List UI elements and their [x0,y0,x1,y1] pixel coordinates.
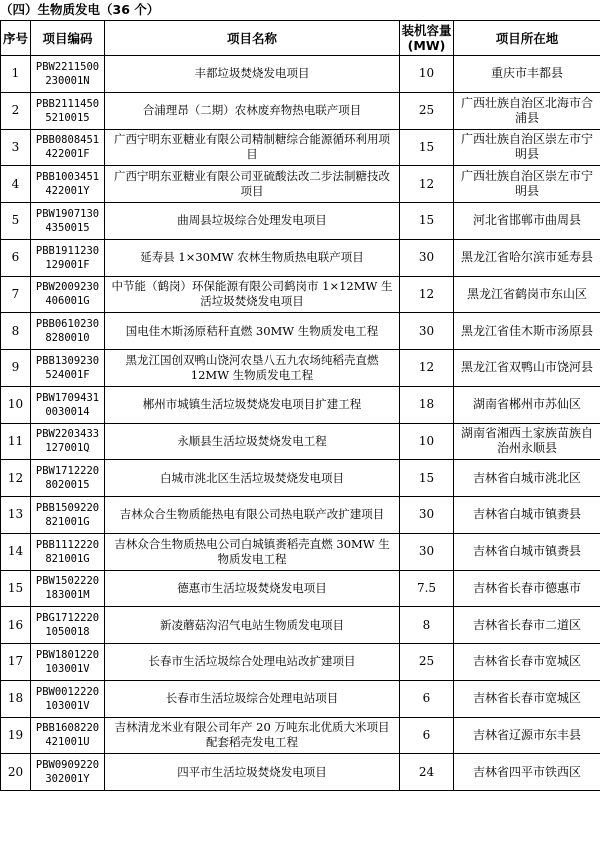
project-name-cell: 四平市生活垃圾焚烧发电项目 [105,754,400,791]
seq-cell: 20 [1,754,31,791]
project-name-cell: 国电佳木斯汤原秸秆直燃 30MW 生物质发电工程 [105,313,400,350]
seq-cell: 10 [1,386,31,423]
header-seq: 序号 [1,21,31,56]
seq-cell: 19 [1,717,31,754]
capacity-cell: 30 [400,533,454,570]
capacity-cell: 10 [400,423,454,460]
project-code-cell: PBG17122201050018 [31,607,105,644]
project-code-cell: PBB06102308280010 [31,313,105,350]
capacity-cell: 8 [400,607,454,644]
table-row [1,423,600,460]
project-name-cell: 吉林众合生物质能热电有限公司热电联产改扩建项目 [105,497,400,534]
project-code-cell: PBB21114505210015 [31,92,105,129]
seq-cell: 11 [1,423,31,460]
project-name-cell: 广西宁明东亚糖业有限公司亚硫酸法改二步法制糖技改项目 [105,166,400,203]
location-cell: 吉林省长春市宽城区 [454,644,600,681]
seq-cell: 8 [1,313,31,350]
seq-cell: 5 [1,203,31,240]
table-row [1,313,600,350]
table-row [1,533,600,570]
project-code-cell: PBW19071304350015 [31,203,105,240]
project-code-cell: PBB1309230524001F [31,350,105,387]
project-name-cell: 吉林清龙米业有限公司年产 20 万吨东北优质大米项目配套稻壳发电工程 [105,717,400,754]
capacity-cell: 25 [400,644,454,681]
capacity-cell: 30 [400,313,454,350]
seq-cell: 12 [1,460,31,497]
location-cell: 湖南省湘西土家族苗族自治州永顺县 [454,423,600,460]
project-code-cell: PBB1911230129001F [31,239,105,276]
project-code-cell: PBW2203433127001Q [31,423,105,460]
location-cell: 黑龙江省哈尔滨市延寿县 [454,239,600,276]
project-name-cell: 长春市生活垃圾综合处理电站改扩建项目 [105,644,400,681]
capacity-cell: 12 [400,276,454,313]
location-cell: 河北省邯郸市曲周县 [454,203,600,240]
location-cell: 吉林省长春市二道区 [454,607,600,644]
seq-cell: 7 [1,276,31,313]
location-cell: 广西壮族自治区崇左市宁明县 [454,166,600,203]
project-name-cell: 曲周县垃圾综合处理发电项目 [105,203,400,240]
project-code-cell: PBW2009230406001G [31,276,105,313]
location-cell: 吉林省白城市镇赉县 [454,533,600,570]
table-row [1,56,600,93]
table-row [1,129,600,166]
project-code-cell: PBB0808451422001F [31,129,105,166]
capacity-cell: 25 [400,92,454,129]
capacity-cell: 6 [400,717,454,754]
capacity-cell: 12 [400,166,454,203]
seq-cell: 16 [1,607,31,644]
project-name-cell: 合浦理昂（二期）农林废弃物热电联产项目 [105,92,400,129]
header-capacity: 装机容量(MW) [400,21,454,56]
header-name: 项目名称 [105,21,400,56]
table-row [1,497,600,534]
seq-cell: 17 [1,644,31,681]
seq-cell: 4 [1,166,31,203]
table-row [1,680,600,717]
project-code-cell: PBW17094310030014 [31,386,105,423]
project-name-cell: 白城市洮北区生活垃圾焚烧发电项目 [105,460,400,497]
header-code: 项目编码 [31,21,105,56]
capacity-cell: 24 [400,754,454,791]
table-row [1,276,600,313]
project-name-cell: 吉林众合生物质热电公司白城镇赉稻壳直燃 30MW 生物质发电工程 [105,533,400,570]
header-row [1,21,600,56]
project-code-cell: PBB1112220821001G [31,533,105,570]
location-cell: 湖南省郴州市苏仙区 [454,386,600,423]
table-row [1,92,600,129]
seq-cell: 13 [1,497,31,534]
capacity-cell: 10 [400,56,454,93]
location-cell: 吉林省长春市德惠市 [454,570,600,607]
project-name-cell: 永顺县生活垃圾焚烧发电工程 [105,423,400,460]
table-row [1,644,600,681]
project-code-cell: PBW0909220302001Y [31,754,105,791]
project-name-cell: 丰都垃圾焚烧发电项目 [105,56,400,93]
table-row [1,386,600,423]
project-name-cell: 新凌蘑菇沟沼气电站生物质发电项目 [105,607,400,644]
project-code-cell: PBB1509220821001G [31,497,105,534]
location-cell: 黑龙江省双鸭山市饶河县 [454,350,600,387]
project-code-cell: PBW17122208020015 [31,460,105,497]
location-cell: 吉林省白城市洮北区 [454,460,600,497]
location-cell: 吉林省白城市镇赉县 [454,497,600,534]
project-name-cell: 德惠市生活垃圾焚烧发电项目 [105,570,400,607]
capacity-cell: 30 [400,239,454,276]
project-code-cell: PBW0012220103001V [31,680,105,717]
section-title: （四）生物质发电（36 个） [0,2,160,17]
capacity-cell: 30 [400,497,454,534]
capacity-cell: 15 [400,129,454,166]
table-row [1,570,600,607]
table-row [1,607,600,644]
capacity-cell: 12 [400,350,454,387]
table-row [1,717,600,754]
seq-cell: 9 [1,350,31,387]
table-row [1,754,600,791]
project-name-cell: 延寿县 1×30MW 农林生物质热电联产项目 [105,239,400,276]
location-cell: 广西壮族自治区崇左市宁明县 [454,129,600,166]
capacity-cell: 15 [400,203,454,240]
capacity-cell: 6 [400,680,454,717]
location-cell: 吉林省长春市宽城区 [454,680,600,717]
header-location: 项目所在地 [454,21,600,56]
project-code-cell: PBB1608220421001U [31,717,105,754]
project-code-cell: PBW1801220103001V [31,644,105,681]
location-cell: 吉林省四平市铁西区 [454,754,600,791]
seq-cell: 1 [1,56,31,93]
seq-cell: 14 [1,533,31,570]
location-cell: 广西壮族自治区北海市合浦县 [454,92,600,129]
project-table [0,20,600,791]
project-name-cell: 中节能（鹤岗）环保能源有限公司鹤岗市 1×12MW 生活垃圾焚烧发电项目 [105,276,400,313]
project-name-cell: 长春市生活垃圾综合处理电站项目 [105,680,400,717]
seq-cell: 15 [1,570,31,607]
capacity-cell: 15 [400,460,454,497]
seq-cell: 3 [1,129,31,166]
seq-cell: 2 [1,92,31,129]
project-code-cell: PBW1502220183001M [31,570,105,607]
location-cell: 重庆市丰都县 [454,56,600,93]
project-name-cell: 黑龙江国创双鸭山饶河农垦八五九农场纯稻壳直燃 12MW 生物质发电工程 [105,350,400,387]
location-cell: 黑龙江省佳木斯市汤原县 [454,313,600,350]
table-row [1,350,600,387]
table-row [1,239,600,276]
table-row [1,460,600,497]
seq-cell: 6 [1,239,31,276]
table-body [1,56,600,791]
project-code-cell: PBW2211500230001N [31,56,105,93]
capacity-cell: 18 [400,386,454,423]
table-row [1,166,600,203]
table-header [1,21,600,56]
location-cell: 黑龙江省鹤岗市东山区 [454,276,600,313]
project-name-cell: 广西宁明东亚糖业有限公司精制糖综合能源循环利用项目 [105,129,400,166]
project-name-cell: 郴州市城镇生活垃圾焚烧发电项目扩建工程 [105,386,400,423]
seq-cell: 18 [1,680,31,717]
table-row [1,203,600,240]
capacity-cell: 7.5 [400,570,454,607]
location-cell: 吉林省辽源市东丰县 [454,717,600,754]
project-code-cell: PBB1003451422001Y [31,166,105,203]
